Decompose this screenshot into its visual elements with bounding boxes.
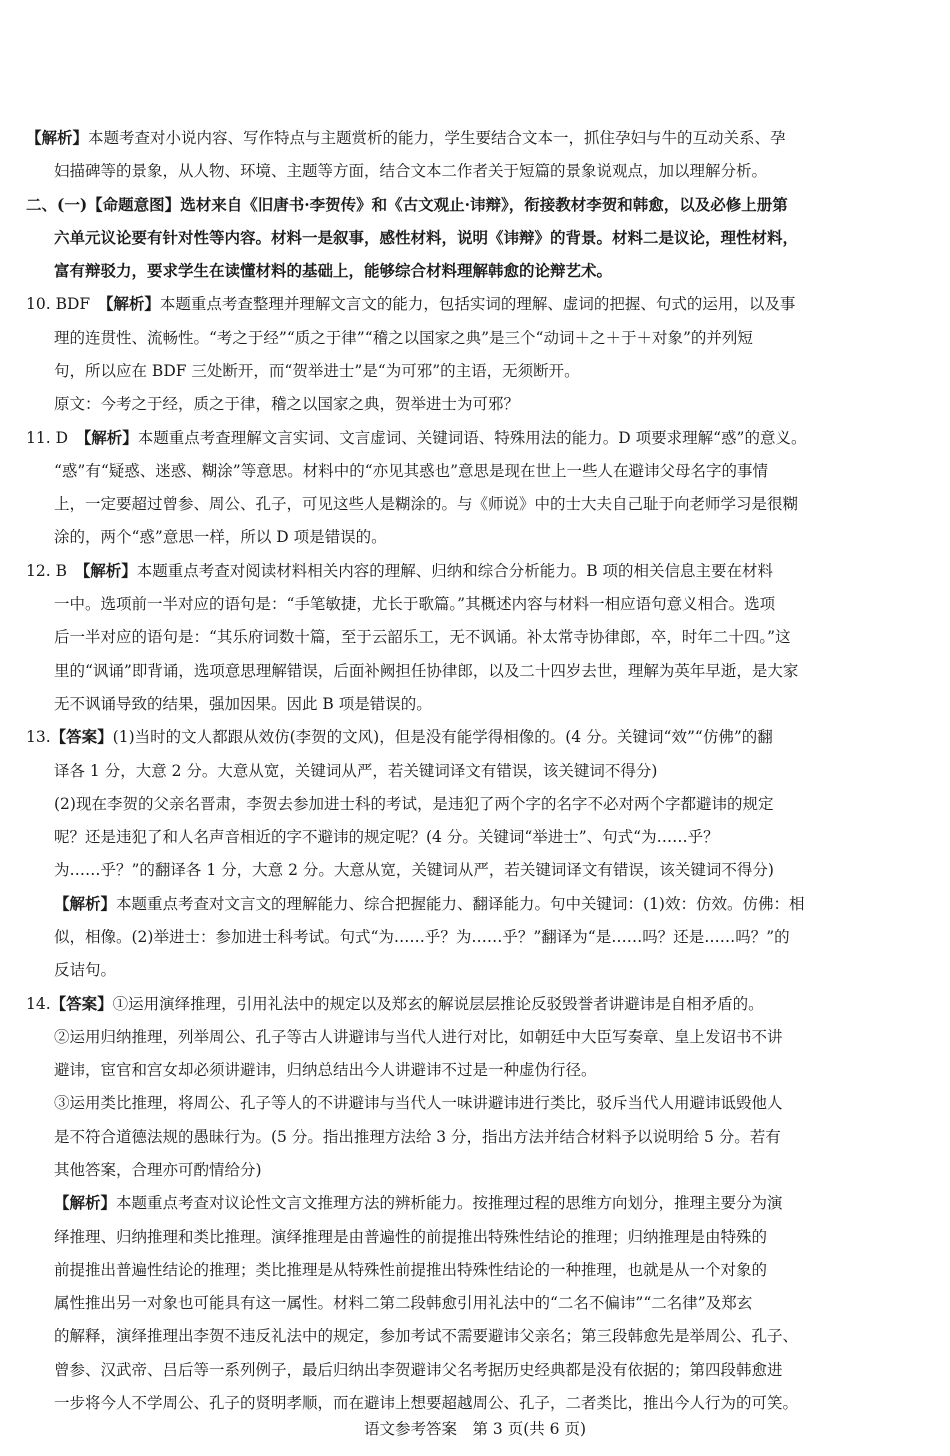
text-line: 一步将今人不学周公、孔子的贤明孝顺，而在避讳上想要超越周公、孔子，二者类比，推出今人行为的可笑。 bbox=[54, 1394, 799, 1412]
text-line: 绎推理、归纳推理和类比推理。演绎推理是由普遍性的前提推出特殊性结论的推理；归纳推理是由特殊的 bbox=[54, 1228, 768, 1246]
q14-analysis-line: 【解析】本题重点考查对议论性文言文推理方法的辨析能力。按推理过程的思维方向划分，推理主要分为演 bbox=[54, 1193, 783, 1212]
text-line: 句，所以应在 BDF 三处断开，而“贺举进士”是“为可邪”的主语，无须断开。 bbox=[54, 362, 580, 380]
bracket-label: 【答案】 bbox=[50, 727, 113, 746]
text-line: 上，一定要超过曾参、周公、孔子，可见这些人是糊涂的。与《师说》中的士大夫自己耻于向老师学习是很糊 bbox=[54, 495, 799, 513]
bracket-label: 【解析】 bbox=[82, 561, 137, 580]
text-line: 其他答案，合理亦可酌情给分) bbox=[54, 1161, 262, 1179]
page-footer: 语文参考答案 第 3 页(共 6 页) bbox=[363, 1420, 587, 1438]
text-line: 后一半对应的语句是：“其乐府词数十篇，至于云韶乐工，无不讽诵。补太常寺协律郎，卒，时年二十四。”这 bbox=[54, 628, 791, 646]
q10-line: 10. BDF 【解析】本题重点考查整理并理解文言文的能力，包括实词的理解、虚词的把握、句式的运用，以及事 bbox=[26, 294, 796, 313]
section-heading: 富有辩驳力，要求学生在读懂材料的基础上，能够综合材料理解韩愈的论辩艺术。 bbox=[54, 261, 613, 280]
text-line: 无不讽诵导致的结果，强加因果。因此 B 项是错误的。 bbox=[54, 695, 432, 713]
text-line: 前提推出普遍性结论的推理；类比推理是从特殊性前提推出特殊性结论的一种推理，也就是从一个对象的 bbox=[54, 1261, 768, 1279]
q11-line: 11. D 【解析】本题重点考查理解文言实词、文言虚词、关键词语、特殊用法的能力。D 项要求理解“惑”的意义。 bbox=[26, 428, 807, 447]
section-heading: 六单元议论要有针对性等内容。材料一是叙事，感性材料，说明《讳辩》的背景。材料二是议论，理性材料， bbox=[54, 228, 799, 247]
text-line: 反诘句。 bbox=[54, 961, 117, 979]
q13-analysis-line: 【解析】本题重点考查对文言文的理解能力、综合把握能力、翻译能力。句中关键词：(1)效：仿效。仿佛：相 bbox=[54, 894, 805, 913]
text-line: 涂的，两个“惑”意思一样，所以 D 项是错误的。 bbox=[54, 528, 387, 546]
q12-line: 12. B 【解析】本题重点考查对阅读材料相关内容的理解、归纳和综合分析能力。B 项的相关信息主要在材料 bbox=[26, 561, 774, 580]
text-line: 【解析】本题考查对小说内容、写作特点与主题赏析的能力，学生要结合文本一，抓住孕妇与牛的互动关系、孕 bbox=[26, 128, 786, 147]
text-line: 一中。选项前一半对应的语句是：“手笔敏捷，尤长于歌篇。”其概述内容与材料一相应语句意义相合。选项 bbox=[54, 595, 776, 613]
q14-answer-line: 14.【答案】①运用演绎推理，引用礼法中的规定以及郑玄的解说层层推论反驳毁誉者讲避讳是自相矛盾的。 bbox=[26, 994, 764, 1013]
bracket-label: 【解析】 bbox=[83, 428, 138, 447]
bracket-label: 【答案】 bbox=[50, 994, 113, 1013]
bracket-label: 【命题意图】 bbox=[87, 195, 181, 214]
text-line: ③运用类比推理，将周公、孔子等人的不讲避讳与当代人一味讲避讳进行类比，驳斥当代人用避讳诋毁他人 bbox=[54, 1094, 783, 1112]
text-line: 是不符合道德法规的愚昧行为。(5 分。指出推理方法给 3 分，指出方法并结合材料予以说明给 5 分。若有 bbox=[54, 1128, 781, 1146]
bracket-label: 【解析】 bbox=[54, 894, 117, 913]
text-line: 里的“讽诵”即背诵，选项意思理解错误，后面补阙担任协律郎，以及二十四岁去世，理解为英年早逝，是大家 bbox=[54, 662, 799, 680]
bracket-label: 【解析】 bbox=[54, 1193, 117, 1212]
section-heading: 二、(一)【命题意图】选材来自《旧唐书·李贺传》和《古文观止·讳辩》，衔接教材李贺和韩愈，以及必修上册第 bbox=[26, 195, 788, 214]
text-line: 呢？还是违犯了和人名声音相近的字不避讳的规定呢？(4 分。关键词“举进士”、句式“为……乎？ bbox=[54, 828, 719, 846]
text-line: “惑”有“疑惑、迷惑、糊涂”等意思。材料中的“亦见其惑也”意思是现在世上一些人在避讳父母名字的事情 bbox=[54, 462, 769, 480]
text-line: 为……乎？”的翻译各 1 分，大意 2 分。大意从宽，关键词从严，若关键词译文有错误，该关键词不得分) bbox=[54, 861, 774, 879]
text-line: 理的连贯性、流畅性。“考之于经”“质之于律”“稽之以国家之典”是三个“动词＋之＋于＋对象”的并列短 bbox=[54, 329, 753, 347]
text-line: (2)现在李贺的父亲名晋肃，李贺去参加进士科的考试，是违犯了两个字的名字不必对两个字都避讳的规定 bbox=[54, 795, 774, 813]
text-line: 属性推出另一对象也可能具有这一属性。材料二第二段韩愈引用礼法中的“二名不偏讳”“二名律”及郑玄 bbox=[54, 1294, 753, 1312]
text-line: 原文：今考之于经，质之于律，稽之以国家之典，贺举进士为可邪？ bbox=[54, 395, 520, 413]
text-line: 的解释，演绎推理出李贺不违反礼法中的规定，参加考试不需要避讳父亲名；第三段韩愈先是举周公、孔子、 bbox=[54, 1327, 799, 1345]
text-line: ②运用归纳推理，列举周公、孔子等古人讲避讳与当代人进行对比，如朝廷中大臣写奏章、皇上发诏书不讲 bbox=[54, 1028, 783, 1046]
text-line: 妇描碑等的景象，从人物、环境、主题等方面，结合文本二作者关于短篇的景象说观点，加以理解分析。 bbox=[54, 162, 768, 180]
text-line: 曾参、汉武帝、吕后等一系列例子，最后归纳出李贺避讳父名考据历史经典都是没有依据的；第四段韩愈进 bbox=[54, 1361, 783, 1379]
text-line: 译各 1 分，大意 2 分。大意从宽，关键词从严，若关键词译文有错误，该关键词不得分) bbox=[54, 762, 658, 780]
text-line: 避讳，宦官和宫女却必须讲避讳，归纳总结出今人讲避讳不过是一种虚伪行径。 bbox=[54, 1061, 597, 1079]
bracket-label: 【解析】 bbox=[26, 128, 89, 147]
text-line: 似，相像。(2)举进士：参加进士科考试。句式“为……乎？为……乎？”翻译为“是……吗？还是……吗？”的 bbox=[54, 928, 790, 946]
q13-answer-line: 13.【答案】(1)当时的文人都跟从效仿(李贺的文风)，但是没有能学得相像的。(4 分。关键词“效”“仿佛”的翻 bbox=[26, 727, 773, 746]
bracket-label: 【解析】 bbox=[105, 294, 160, 313]
